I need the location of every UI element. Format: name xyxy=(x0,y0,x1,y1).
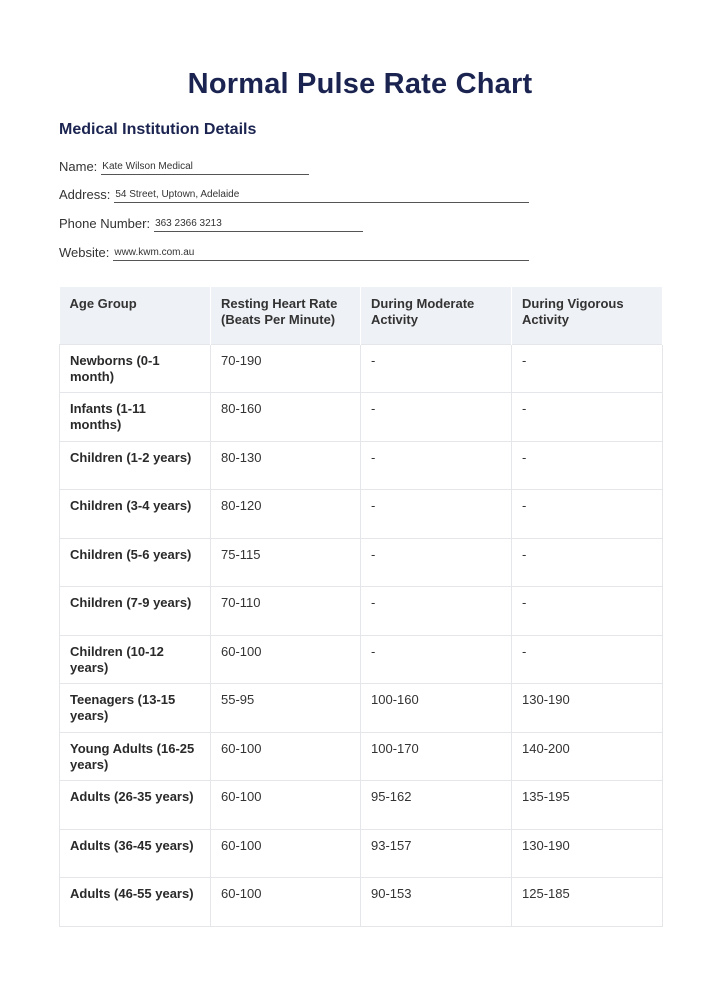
address-value: 54 Street, Uptown, Adelaide xyxy=(115,189,240,200)
age-group-cell: Children (1-2 years) xyxy=(60,441,211,490)
pulse-table xyxy=(59,287,663,927)
table-row xyxy=(60,635,663,684)
moderate-activity-cell: - xyxy=(361,344,512,393)
age-group-cell: Adults (26-35 years) xyxy=(60,781,211,830)
table-row xyxy=(60,684,663,733)
age-group-cell: Infants (1-11 months) xyxy=(60,393,211,442)
vigorous-activity-cell: - xyxy=(512,587,663,636)
resting-rate-cell: 70-190 xyxy=(211,344,361,393)
vigorous-activity-cell: - xyxy=(512,344,663,393)
resting-rate-cell: 80-120 xyxy=(211,490,361,539)
name-label: Name: xyxy=(59,159,98,174)
moderate-activity-cell: 100-170 xyxy=(361,732,512,781)
moderate-activity-cell: - xyxy=(361,393,512,442)
vigorous-activity-cell: 130-190 xyxy=(512,829,663,878)
header-resting-heart-rate: Resting Heart Rate (Beats Per Minute) xyxy=(211,287,361,344)
resting-rate-cell: 60-100 xyxy=(211,635,361,684)
resting-rate-cell: 80-160 xyxy=(211,393,361,442)
moderate-activity-cell: - xyxy=(361,441,512,490)
vigorous-activity-cell: - xyxy=(512,393,663,442)
phone-field xyxy=(59,212,363,232)
address-field xyxy=(59,183,529,203)
vigorous-activity-cell: - xyxy=(512,490,663,539)
phone-value: 363 2366 3213 xyxy=(155,218,222,229)
moderate-activity-cell: - xyxy=(361,587,512,636)
name-value: Kate Wilson Medical xyxy=(102,161,193,172)
phone-line[interactable] xyxy=(154,215,363,232)
age-group-cell: Children (5-6 years) xyxy=(60,538,211,587)
table-row xyxy=(60,878,663,927)
table-row xyxy=(60,732,663,781)
phone-label: Phone Number: xyxy=(59,216,151,231)
age-group-cell: Children (10-12 years) xyxy=(60,635,211,684)
moderate-activity-cell: - xyxy=(361,490,512,539)
age-group-cell: Young Adults (16-25 years) xyxy=(60,732,211,781)
age-group-cell: Teenagers (13-15 years) xyxy=(60,684,211,733)
website-field xyxy=(59,241,529,261)
address-label: Address: xyxy=(59,187,111,202)
table-header-row xyxy=(60,287,663,344)
website-value: www.kwm.com.au xyxy=(114,247,195,258)
age-group-cell: Adults (36-45 years) xyxy=(60,829,211,878)
table-row xyxy=(60,344,663,393)
header-age-group: Age Group xyxy=(60,287,211,344)
table-row xyxy=(60,538,663,587)
resting-rate-cell: 70-110 xyxy=(211,587,361,636)
website-line[interactable] xyxy=(113,244,529,261)
vigorous-activity-cell: - xyxy=(512,635,663,684)
age-group-cell: Adults (46-55 years) xyxy=(60,878,211,927)
vigorous-activity-cell: 130-190 xyxy=(512,684,663,733)
table-row xyxy=(60,587,663,636)
website-label: Website: xyxy=(59,245,110,260)
age-group-cell: Children (7-9 years) xyxy=(60,587,211,636)
vigorous-activity-cell: - xyxy=(512,538,663,587)
moderate-activity-cell: 100-160 xyxy=(361,684,512,733)
table-row xyxy=(60,441,663,490)
vigorous-activity-cell: 135-195 xyxy=(512,781,663,830)
name-field xyxy=(59,155,309,175)
resting-rate-cell: 60-100 xyxy=(211,829,361,878)
name-line[interactable] xyxy=(101,158,309,175)
section-heading: Medical Institution Details xyxy=(59,121,257,138)
pulse-rate-table xyxy=(59,287,662,927)
moderate-activity-cell: - xyxy=(361,635,512,684)
header-moderate-activity: During Moderate Activity xyxy=(361,287,512,344)
age-group-cell: Children (3-4 years) xyxy=(60,490,211,539)
vigorous-activity-cell: - xyxy=(512,441,663,490)
table-row xyxy=(60,829,663,878)
table-row xyxy=(60,781,663,830)
moderate-activity-cell: - xyxy=(361,538,512,587)
moderate-activity-cell: 95-162 xyxy=(361,781,512,830)
resting-rate-cell: 55-95 xyxy=(211,684,361,733)
age-group-cell: Newborns (0-1 month) xyxy=(60,344,211,393)
moderate-activity-cell: 93-157 xyxy=(361,829,512,878)
resting-rate-cell: 60-100 xyxy=(211,781,361,830)
resting-rate-cell: 75-115 xyxy=(211,538,361,587)
address-line[interactable] xyxy=(114,186,529,203)
resting-rate-cell: 80-130 xyxy=(211,441,361,490)
resting-rate-cell: 60-100 xyxy=(211,732,361,781)
table-row xyxy=(60,490,663,539)
resting-rate-cell: 60-100 xyxy=(211,878,361,927)
header-vigorous-activity: During Vigorous Activity xyxy=(512,287,663,344)
table-row xyxy=(60,393,663,442)
vigorous-activity-cell: 140-200 xyxy=(512,732,663,781)
page-title: Normal Pulse Rate Chart xyxy=(187,68,533,100)
vigorous-activity-cell: 125-185 xyxy=(512,878,663,927)
moderate-activity-cell: 90-153 xyxy=(361,878,512,927)
